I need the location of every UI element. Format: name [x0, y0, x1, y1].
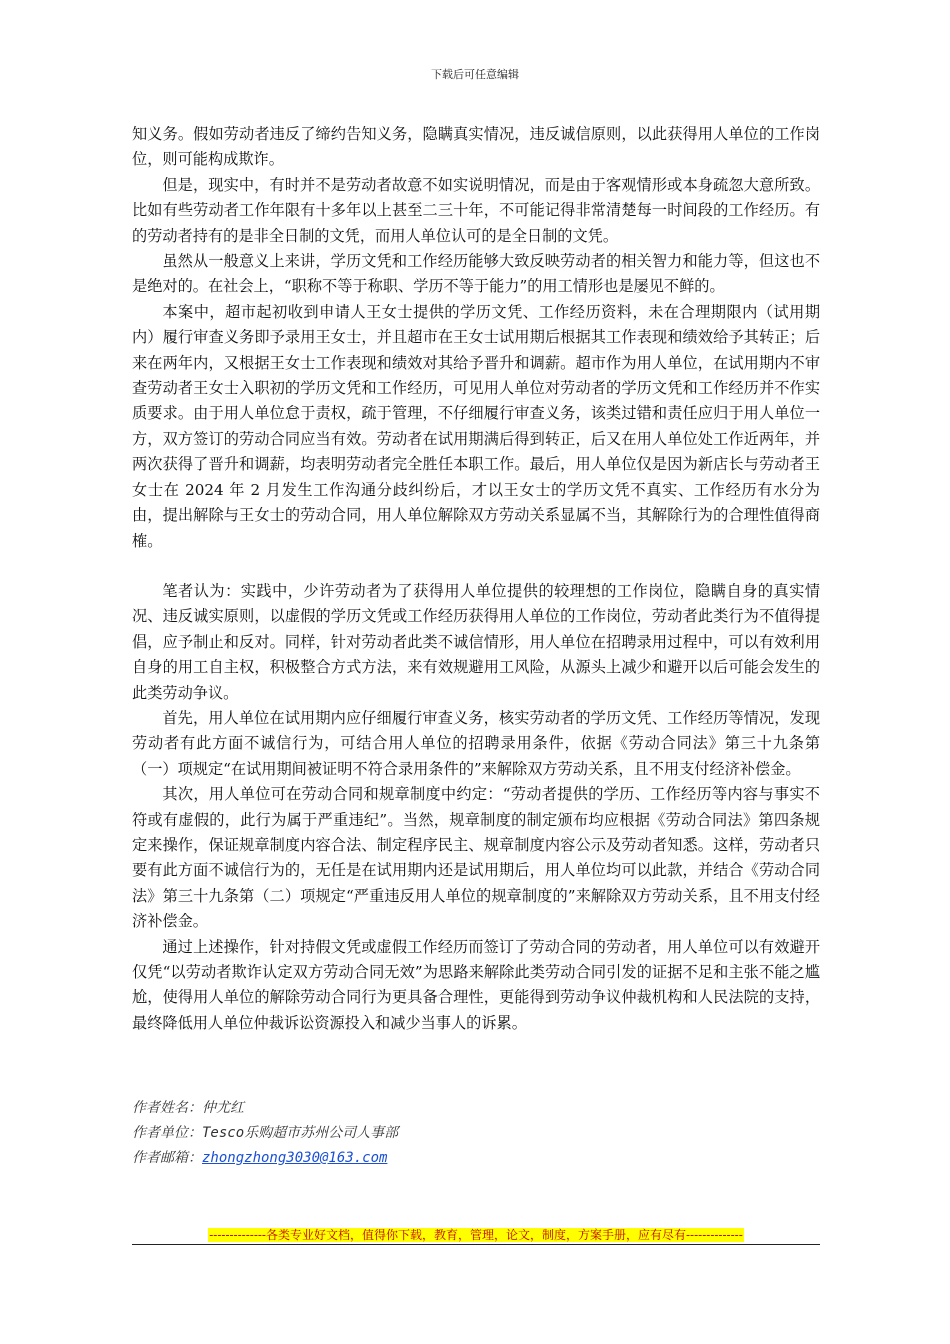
paragraph: 虽然从一般意义上来讲，学历文凭和工作经历能够大致反映劳动者的相关智力和能力等，但这也不是绝对的。在社会上，“职称不等于称职、学历不等于能力”的用工情形也是屡见不鲜的。 [132, 252, 820, 296]
paragraph: 知义务。假如劳动者违反了缔约告知义务，隐瞒真实情况，违反诚信原则，以此获得用人单位的工作岗位，则可能构成欺诈。 [132, 125, 820, 169]
page-header: 下载后可任意编辑 [431, 68, 519, 81]
footer-divider [132, 1244, 820, 1245]
author-unit-line [132, 1121, 398, 1146]
paragraph: 笔者认为：实践中，少许劳动者为了获得用人单位提供的较理想的工作岗位，隐瞒自身的真实情况、违反诚实原则，以虚假的学历文凭或工作经历获得用人单位的工作岗位，劳动者此类行为不值得提倡，应予制止和反对。同样，针对劳动者此类不诚信情形，用人单位在招聘录用过程中，可以有效利用自身的用工自主权，积极整合方式方法，来有效规避用工风险，从源头上减少和避开以后可能会发生的此类劳动争议。 [132, 581, 820, 702]
paragraph: 但是，现实中，有时并不是劳动者故意不如实说明情况，而是由于客观情形或本身疏忽大意所致。比如有些劳动者工作年限有十多年以上甚至二三十年，不可能记得非常清楚每一时间段的工作经历。有的劳动者持有的是非全日制的文凭，而用人单位认可的是全日制的文凭。 [132, 175, 820, 245]
author-name-line [132, 1096, 398, 1121]
footer-banner-text: --------------各类专业好文档，值得你下载，教育，管理，论文，制度，方案手册，应有尽有-------------- [209, 1228, 743, 1242]
author-unit: Tesco乐购超市苏州公司人事部 [202, 1125, 399, 1141]
paragraph: 通过上述操作，针对持假文凭或虚假工作经历而签订了劳动合同的劳动者，用人单位可以有效避开仅凭“以劳动者欺诈认定双方劳动合同无效”为思路来解除此类劳动合同引发的证据不足和主张不能之尴尬，使得用人单位的解除劳动合同行为更具备合理性，更能得到劳动争议仲裁机构和人民法院的支持，最终降低用人单位仲裁诉讼资源投入和减少当事人的诉累。 [132, 937, 820, 1032]
paragraph: 本案中，超市起初收到申请人王女士提供的学历文凭、工作经历资料，未在合理期限内（试用期内）履行审查义务即予录用王女士，并且超市在王女士试用期后根据其工作表现和绩效给予其转正；后来在两年内，又根据王女士工作表现和绩效对其给予晋升和调薪。超市作为用人单位，在试用期内不审查劳动者王女士入职初的学历文凭和工作经历，可见用人单位对劳动者的学历文凭和工作经历并不作实质要求。由于用人单位怠于责权，疏于管理，不仔细履行审查义务，该类过错和责任应归于用人单位一方，双方签订的劳动合同应当有效。劳动者在试用期满后得到转正，后又在用人单位处工作近两年，并两次获得了晋升和调薪，均表明劳动者完全胜任本职工作。最后，用人单位仅是因为新店长与劳动者王女士在 2024 年 2 月发生工作沟通分歧纠纷后，才以王女士的学历文凭不真实、工作经历有水分为由，提出解除与王女士的劳动合同，用人单位解除双方劳动关系显属不当，其解除行为的合理性值得商榷。 [132, 302, 820, 550]
article-body [132, 122, 820, 1036]
paragraph: 首先，用人单位在试用期内应仔细履行审查义务，核实劳动者的学历文凭、工作经历等情况，发现劳动者有此方面不诚信行为，可结合用人单位的招聘录用条件，依据《劳动合同法》第三十九条第（一）项规定“在试用期间被证明不符合录用条件的”来解除双方劳动关系，且不用支付经济补偿金。 [132, 708, 820, 778]
author-unit-label: 作者单位： [132, 1125, 202, 1141]
author-name-label: 作者姓名： [132, 1100, 202, 1116]
author-name: 仲尤红 [202, 1100, 244, 1116]
author-email-line [132, 1146, 398, 1171]
footer-banner [132, 1226, 820, 1243]
author-email-link[interactable]: zhongzhong3030@163.com [202, 1150, 388, 1166]
author-info [132, 1096, 398, 1171]
author-email-label: 作者邮箱： [132, 1150, 202, 1166]
paragraph: 其次，用人单位可在劳动合同和规章制度中约定：“劳动者提供的学历、工作经历等内容与事实不符或有虚假的，此行为属于严重违纪”。当然，规章制度的制定颁布均应根据《劳动合同法》第四条规定来操作，保证规章制度内容合法、制定程序民主、规章制度内容公示及劳动者知悉。这样，劳动者只要有此方面不诚信行为的，无任是在试用期内还是试用期后，用人单位均可以此款，并结合《劳动合同法》第三十九条第（二）项规定“严重违反用人单位的规章制度的”来解除双方劳动关系，且不用支付经济补偿金。 [132, 785, 820, 931]
